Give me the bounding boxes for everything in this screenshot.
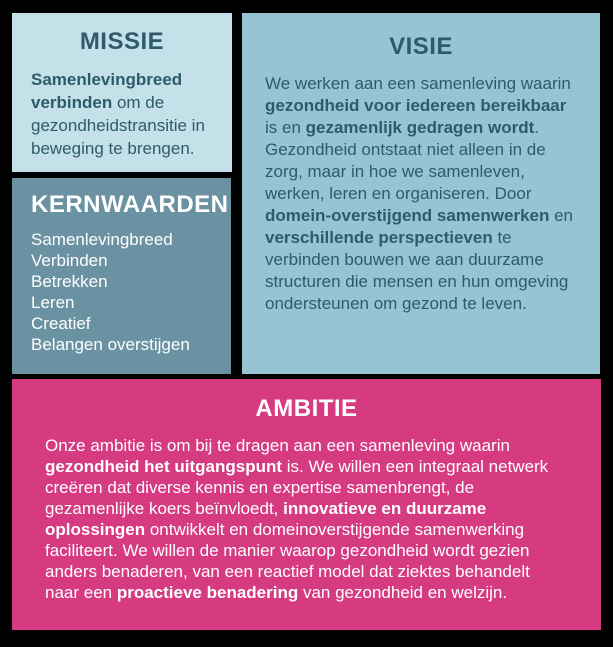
missie-box [12,13,232,172]
text-segment: te verbinden bouwen we aan duurzame structuren die mensen en hun omgeving ondersteunen om gezond te leven. [265,228,569,313]
bold-text-segment: domein-overstijgend samenwerken [265,206,550,225]
list-item: Creatief [31,314,91,333]
kernwaarden-title: KERNWAARDEN [31,191,229,218]
visie-box [242,13,600,374]
list-item: Belangen overstijgen [31,335,190,354]
bold-text-segment: proactieve benadering [116,583,299,602]
text-segment: We werken aan een samenleving waarin [265,74,571,93]
kernwaarden-box [12,178,231,374]
bold-text-segment: gezondheid het uitgangspunt [45,457,283,476]
ambitie-body [45,435,568,603]
text-segment: ontwikkelt en domeinoverstijgende samenwerking faciliteert. We willen de manier waarop gezondheid wordt gezien anders benaderen, van een reactief model dat ziektes behandelt naar een [45,520,530,602]
list-item: Betrekken [31,272,108,291]
visie-title: VISIE [389,33,453,60]
bold-text-segment: gezondheid voor iedereen bereikbaar [265,96,567,115]
kernwaarden-list [31,229,212,355]
text-segment: om de gezondheidstransitie in beweging te brengen. [31,93,205,158]
list-item: Verbinden [31,251,108,270]
list-item: Samenlevingbreed [31,230,173,249]
ambitie-title: AMBITIE [255,395,358,422]
bold-text-segment: verschillende perspectieven [265,228,493,247]
list-item: Leren [31,293,75,312]
missie-body [31,68,213,160]
text-segment: van gezondheid en welzijn. [298,583,508,602]
text-segment: . Gezondheid ontstaat niet alleen in de zorg, maar in hoe we samenleven, werken, leren en organiseren. Door [265,118,546,203]
bold-text-segment: innovatieve en duurzame oplossingen [45,499,487,539]
visie-body [265,73,577,315]
text-segment: en [549,206,574,225]
text-segment: is. We willen een integraal netwerk creëren dat diverse kennis en expertise samenbrengt, de gezamenlijke koers beïnvloedt, [45,457,549,518]
bold-text-segment: gezamenlijk gedragen wordt [305,118,535,137]
bold-text-segment: Samenlevingbreed verbinden [31,70,183,112]
text-segment: Onze ambitie is om bij te dragen aan een samenleving waarin [45,436,510,455]
text-segment: is en [265,118,306,137]
ambitie-box [12,379,601,630]
missie-title: MISSIE [79,28,165,55]
